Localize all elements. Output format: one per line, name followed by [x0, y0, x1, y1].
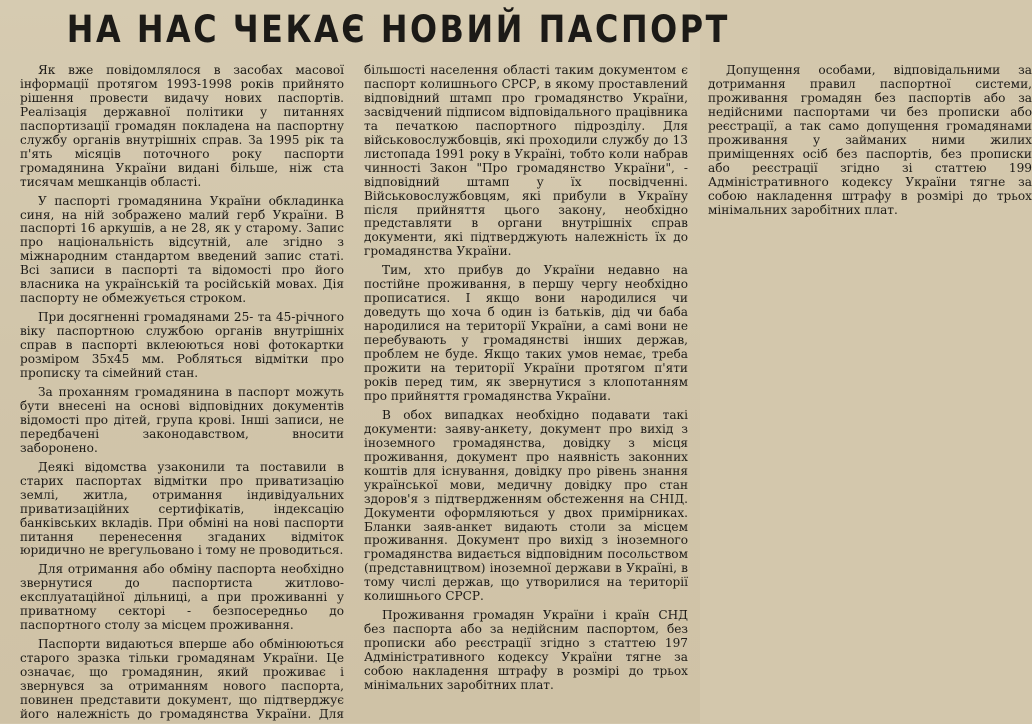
- article-paragraph: Паспорти видаються вперше або обмінюються старого зразка тільки громадянам України. Це означає, що громадянин, який проживає і звернувся за отриманням нового паспорта, повинен представити документ, що підтверджує його належність до громадянства України. Для більшості населення області таким документом є паспорт колишнього СРСР, в якому проставлений відповідний штамп про громадянство України, засвідчений підписом відповідального працівника та печаткою паспортного підрозділу. Для військовослужбовців, які проходили службу до 13 листопада 1991 року в Україні, тобто коли набрав чинності Закон "Про громадянство України", - відповідний штамп у їх посвідченні. Військовослужбовцям, які прибули в Україну після прийняття цього закону, необхідно представляти в органи внутрішніх справ документи, які підтверджують належність їх до громадянства України.: [20, 63, 688, 721]
- article-paragraph: В обох випадках необхідно подавати такі документи: заяву-анкету, документ про вихід з іноземного громадянства, довідку з місця проживання, документ про наявність законних коштів для існування, довідку про рівень знання української мови, медичну довідку про стан здоров'я з підтвердженням обстеження на СНІД. Документи оформляються у двох примірниках. Бланки заяв-анкет видають столи за місцем проживання. Документ про вихід з іноземного громадянства видається відповідним посольством (представництвом) іноземної держави в Україні, в тому числі держав, що утворилися на території колишнього СРСР.: [364, 407, 688, 604]
- article-paragraph: Як вже повідомлялося в засобах масової інформації протягом 1993-1998 років прийнято рішення провести видачу нових паспортів. Реалізація державної політики у питаннях паспортизації громадян покладена на паспортну службу органів внутрішніх справ. За 1995 рік та п'ять місяців поточного року паспорти громадянина України видані більше, ніж ста тисячам мешканців області.: [20, 63, 344, 189]
- article-body: [20, 63, 1032, 724]
- article-paragraph: Для отримання або обміну паспорта необхідно звернутися до паспортиста житлово-експлуатаційної дільниці, а при проживанні у приватному секторі - безпосередньо до паспортного столу за місцем проживання.: [20, 562, 344, 633]
- article-paragraph: При досягненні громадянами 25- та 45-річного віку паспортною службою органів внутрішніх справ в паспорті вклеюються нові фотокартки розміром 35х45 мм. Робляться відмітки про прописку та сімейний стан.: [20, 310, 344, 381]
- article-paragraph: Деякі відомства узаконили та поставили в старих паспортах відмітки про приватизацію землі, житла, отримання індивідуальних приватизаційних сертифікатів, індексацію банківських вкладів. При обміні на нові паспорти питання перенесення згаданих відміток юридично не врегульовано і тому не проводиться.: [20, 459, 344, 558]
- article-paragraph: За проханням громадянина в паспорт можуть бути внесені на основі відповідних документів відомості про дітей, група крові. Інші записи, не передбачені законодавством, вносити заборонено.: [20, 384, 344, 455]
- article-headline: НА НАС ЧЕКАЄ НОВИЙ ПАСПОРТ: [66, 8, 730, 51]
- article-paragraph: Тим, хто прибув до України недавно на постійне проживання, в першу чергу необхідно прописатися. І якщо вони народилися чи доведуть що хоча б один із батьків, дід чи баба народилися на території України, а самі вони не перебувають у громадянстві інших держав, проблем не буде. Якщо таких умов немає, треба прожити на території України протягом п'яти років перед тим, як звернутися з клопотанням про прийняття громадянства України.: [364, 263, 688, 403]
- article-paragraph: Допущення особами, відповідальними за дотримання правил паспортної системи, проживання громадян без паспортів або за недійсними паспортами чи без прописки або реєстрації, а так само допущення громадянами проживання у займаних ними жилих приміщеннях осіб без паспортів, без прописки або реєстрації згідно зі статтею 199 Адміністративного кодексу України тягне за собою накладення штрафу в розмірі до трьох мінімальних заробітних плат.: [708, 63, 1032, 217]
- article-paragraph: У паспорті громадянина України обкладинка синя, на ній зображено малий герб України. В паспорті 16 аркушів, а не 28, як у старому. Запис про національність відсутній, але згідно з міжнародним стандартом введений запис статі. Всі записи в паспорті та відомості про його власника на українській та російській мовах. Дія паспорту не обмежується строком.: [20, 193, 344, 306]
- article-paragraph: Проживання громадян України і країн СНД без паспорта або за недійсним паспортом, без прописки або реєстрації згідно з статтею 197 Адміністративного кодексу України тягне за собою накладення штрафу в розмірі до трьох мінімальних заробітних плат.: [364, 608, 688, 692]
